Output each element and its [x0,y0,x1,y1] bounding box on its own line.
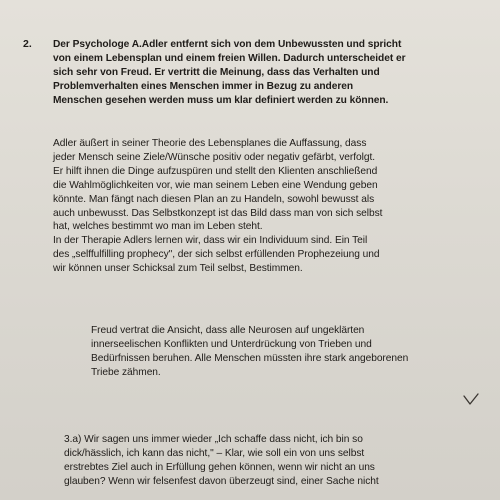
text-line: In der Therapie Adlers lernen wir, dass wir ein Individuum sind. Ein Teil [53,235,368,247]
text-line: von einem Lebensplan und einem freien Willen. Dadurch unterscheidet er [53,52,406,64]
text-line: Der Psychologe A.Adler entfernt sich von dem Unbewussten und spricht [53,39,402,50]
question-3a-text [64,433,379,489]
text-line: 3.a) Wir sagen uns immer wieder „Ich schaffe dass nicht, ich bin so [64,434,363,445]
text-line: Menschen gesehen werden muss um klar definiert werden zu können. [53,94,389,106]
text-line: hat, welches bestimmt wo man im Leben steht. [53,221,263,233]
text-line: des „selffulfilling prophecy", der sich selbst erfüllenden Prophezeiung und [53,249,380,261]
text-line: auch unbewusst. Das Selbstkonzept ist das Bild dass man von sich selbst [53,207,383,219]
text-line: Freud vertrat die Ansicht, dass alle Neurosen auf ungeklärten [91,325,365,336]
text-line: die Wahlmöglichkeiten vor, wie man seinem Leben eine Wendung geben [53,179,378,191]
freud-answer-paragraph [91,324,408,380]
text-line: erstrebtes Ziel auch in Erfüllung gehen können, wenn wir nicht an uns [64,461,375,473]
text-line: wir können unser Schicksal zum Teil selbst, Bestimmen. [53,263,303,275]
text-line: innerseelischen Konflikten und Unterdrückung von Trieben und [91,338,372,350]
checkmark-icon [462,393,480,407]
text-line: Er hilft ihnen die Dinge aufzuspüren und stellt den Klienten anschließend [53,165,378,177]
text-line: sich sehr von Freud. Er vertritt die Meinung, dass das Verhalten und [53,66,380,78]
adler-answer-paragraph [53,137,382,276]
text-line: Bedürfnissen beruhen. Alle Menschen müssten ihre stark angeborenen [91,352,409,364]
text-line: glauben? Wenn wir felsenfest davon überzeugt sind, einer Sache nicht [64,475,379,487]
question-number: 2. [23,38,32,50]
text-line: Problemverhalten eines Menschen immer in Bezug zu anderen [53,80,354,92]
text-line: jeder Mensch seine Ziele/Wünsche positiv oder negativ gefärbt, verfolgt. [53,151,376,163]
text-line: Adler äußert in seiner Theorie des Lebensplanes die Auffassung, dass [53,138,367,149]
text-line: könnte. Man fängt nach diesen Plan an zu Handeln, sowohl bewusst als [53,193,375,205]
question-2-text [53,38,405,108]
text-line: dick/hässlich, ich kann das nicht," – Klar, wie soll ein von uns selbst [64,447,365,459]
text-line: Triebe zähmen. [91,366,161,378]
